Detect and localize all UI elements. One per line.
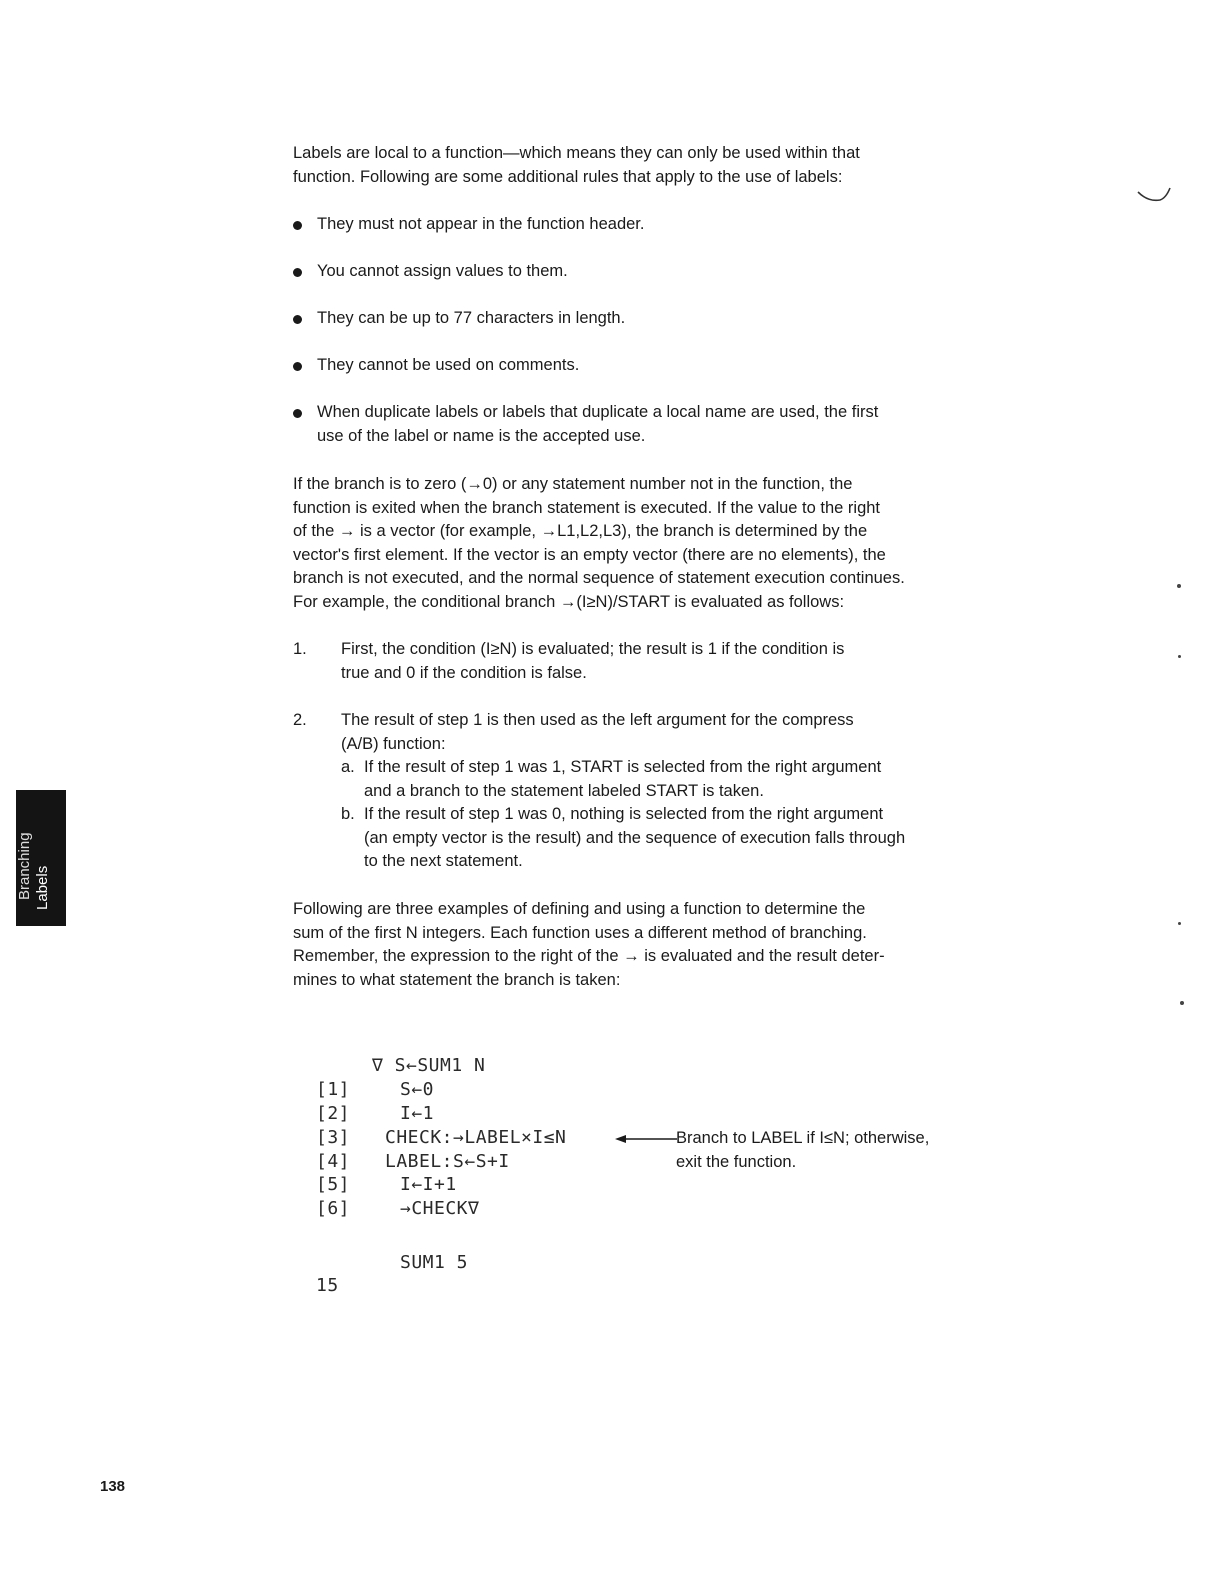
scan-speck (1177, 584, 1181, 588)
bullet-icon (293, 221, 302, 230)
branch-line: of the → is a vector (for example, →L1,L2,L3), the branch is determined by the (293, 522, 868, 541)
line-number: [6] (316, 1198, 351, 1219)
bullet-icon (293, 362, 302, 371)
substep-line: If the result of step 1 was 1, START is selected from the right argument (364, 758, 882, 776)
line-number: [3] (316, 1127, 351, 1148)
examples-paragraph (293, 898, 885, 992)
code-statement: I←1 (400, 1103, 435, 1124)
step-text (341, 709, 854, 756)
line-number: [1] (316, 1079, 351, 1100)
code-statement: LABEL:S←S+I (385, 1151, 510, 1172)
examples-line: mines to what statement the branch is taken: (293, 970, 621, 989)
section-side-tab (16, 790, 66, 926)
examples-line: sum of the first N integers. Each function uses a different method of branching. (293, 923, 867, 942)
intro-paragraph (293, 142, 860, 189)
bullet-icon (293, 268, 302, 277)
code-statement: →CHECK∇ (400, 1198, 480, 1219)
scan-mark (1136, 186, 1176, 206)
bullet-text: They must not appear in the function header. (317, 215, 645, 233)
step-line: First, the condition (I≥N) is evaluated; the result is 1 if the condition is (341, 640, 845, 658)
line-number: [2] (316, 1103, 351, 1124)
examples-line: Following are three examples of defining and using a function to determine the (293, 900, 866, 918)
function-header: ∇ S←SUM1 N (372, 1055, 486, 1076)
substep-text (364, 803, 905, 874)
step-number: 2. (293, 711, 307, 729)
side-tab-secondary: Branching (16, 832, 33, 900)
line-number: [4] (316, 1151, 351, 1172)
branch-line: For example, the conditional branch →(I≥N)/START is evaluated as follows: (293, 592, 845, 611)
branch-paragraph (293, 473, 905, 615)
substep-line: and a branch to the statement labeled START is taken. (364, 781, 764, 800)
line-number: [5] (316, 1174, 351, 1195)
code-statement: S←0 (400, 1079, 435, 1100)
scan-speck (1178, 922, 1181, 925)
step-line: (A/B) function: (341, 734, 446, 753)
step-text (341, 638, 844, 685)
bullet-text: They can be up to 77 characters in length. (317, 309, 626, 327)
bullet-text: When duplicate labels or labels that duplicate a local name are used, the first (317, 403, 879, 421)
bullet-icon (293, 409, 302, 418)
substep-text (364, 756, 881, 803)
intro-line: Labels are local to a function—which means they can only be used within that (293, 144, 860, 162)
bullet-text: They cannot be used on comments. (317, 356, 580, 374)
scan-speck (1180, 1001, 1184, 1005)
branch-line: branch is not executed, and the normal sequence of statement execution continues. (293, 569, 905, 588)
branch-line: vector's first element. If the vector is an empty vector (there are no elements), the (293, 545, 886, 564)
step-line: The result of step 1 is then used as the left argument for the compress (341, 711, 854, 729)
examples-line: Remember, the expression to the right of the → is evaluated and the result deter- (293, 947, 885, 966)
bullet-text: You cannot assign values to them. (317, 262, 568, 280)
side-tab-label: Labels (34, 865, 51, 910)
branch-line: function is exited when the branch statement is executed. If the value to the right (293, 498, 881, 517)
substep-line: to the next statement. (364, 852, 523, 871)
scan-speck (1178, 655, 1181, 658)
substep-line: (an empty vector is the result) and the sequence of execution falls through (364, 828, 906, 847)
bullet-icon (293, 315, 302, 324)
function-result: 15 (316, 1275, 339, 1296)
branch-line: If the branch is to zero (→0) or any statement number not in the function, the (293, 475, 853, 493)
annotation-line: Branch to LABEL if I≤N; otherwise, (676, 1129, 930, 1147)
substep-letter: a. (341, 758, 355, 776)
code-statement: I←I+1 (400, 1174, 457, 1195)
intro-line: function. Following are some additional rules that apply to the use of labels: (293, 167, 843, 186)
annotation-line: exit the function. (676, 1152, 797, 1171)
page-number: 138 (100, 1478, 126, 1495)
substep-line: If the result of step 1 was 0, nothing is selected from the right argument (364, 805, 884, 823)
substep-letter: b. (341, 805, 355, 823)
annotation-arrow-icon (613, 1132, 679, 1146)
step-number: 1. (293, 640, 307, 658)
function-call: SUM1 5 (400, 1252, 469, 1273)
code-statement: CHECK:→LABEL×I≤N (385, 1127, 567, 1148)
code-annotation (676, 1127, 929, 1174)
step-line: true and 0 if the condition is false. (341, 663, 587, 682)
bullet-text: use of the label or name is the accepted use. (317, 427, 646, 445)
